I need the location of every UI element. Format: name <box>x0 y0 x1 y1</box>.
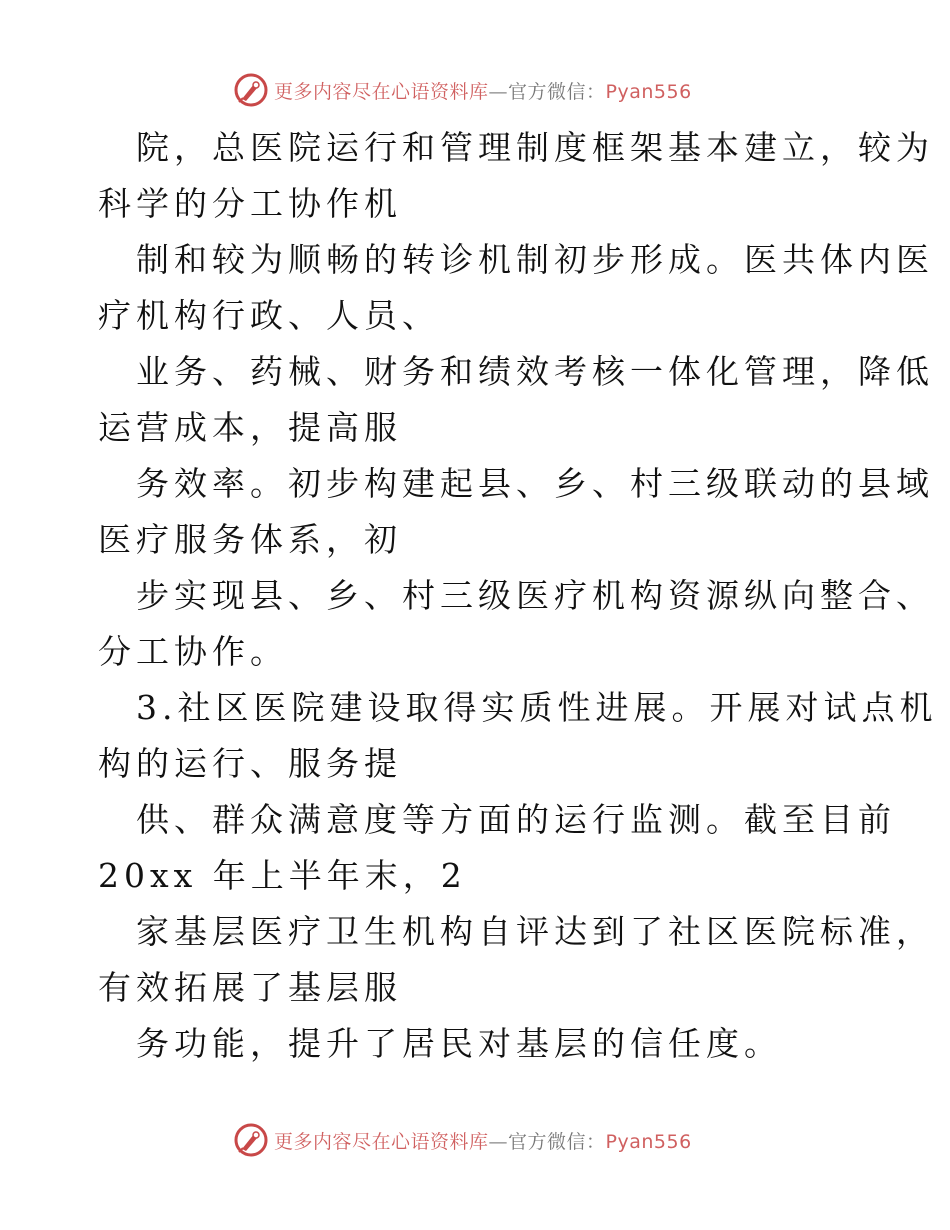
watermark-dash: — <box>488 81 509 103</box>
watermark-site-name: 更多内容尽在心语资料库 <box>274 81 489 103</box>
paragraph-line: 制和较为顺畅的转诊机制初步形成。医共体内医 <box>136 240 934 279</box>
pen-logo-icon <box>233 72 269 108</box>
watermark-wechat-label: 官方微信： <box>508 1131 606 1153</box>
paragraph-line: 20xx 年上半年末，2 <box>98 856 467 895</box>
paragraph-line: 构的运行、服务提 <box>98 744 402 783</box>
watermark-account: Pyan556 <box>605 1131 692 1153</box>
paragraph-line: 业务、药械、财务和绩效考核一体化管理，降低 <box>136 352 934 391</box>
watermark-text <box>274 77 692 104</box>
pen-logo-icon <box>233 1122 269 1158</box>
paragraph-line: 分工协作。 <box>98 632 288 671</box>
watermark-wechat-label: 官方微信： <box>508 81 606 103</box>
paragraph-line: 步实现县、乡、村三级医疗机构资源纵向整合、 <box>136 576 934 615</box>
paragraph-line: 科学的分工协作机 <box>98 184 402 223</box>
paragraph-line: 务功能，提升了居民对基层的信任度。 <box>136 1024 782 1063</box>
watermark-text <box>274 1127 692 1154</box>
watermark-dash: — <box>488 1131 509 1153</box>
paragraph-line: 有效拓展了基层服 <box>98 968 402 1007</box>
paragraph-line: 院，总医院运行和管理制度框架基本建立，较为 <box>136 128 934 167</box>
header-watermark <box>0 70 950 110</box>
paragraph-line: 3.社区医院建设取得实质性进展。开展对试点机 <box>136 688 938 727</box>
document-body <box>98 120 938 1072</box>
watermark-site-name: 更多内容尽在心语资料库 <box>274 1131 489 1153</box>
paragraph-line: 运营成本，提高服 <box>98 408 402 447</box>
paragraph-line: 家基层医疗卫生机构自评达到了社区医院标准， <box>136 912 934 951</box>
paragraph-line: 供、群众满意度等方面的运行监测。截至目前 <box>136 800 896 839</box>
paragraph-line: 务效率。初步构建起县、乡、村三级联动的县域 <box>136 464 934 503</box>
paragraph-line: 医疗服务体系，初 <box>98 520 402 559</box>
paragraph-line: 疗机构行政、人员、 <box>98 296 440 335</box>
watermark-account: Pyan556 <box>605 81 692 103</box>
footer-watermark <box>0 1120 950 1160</box>
